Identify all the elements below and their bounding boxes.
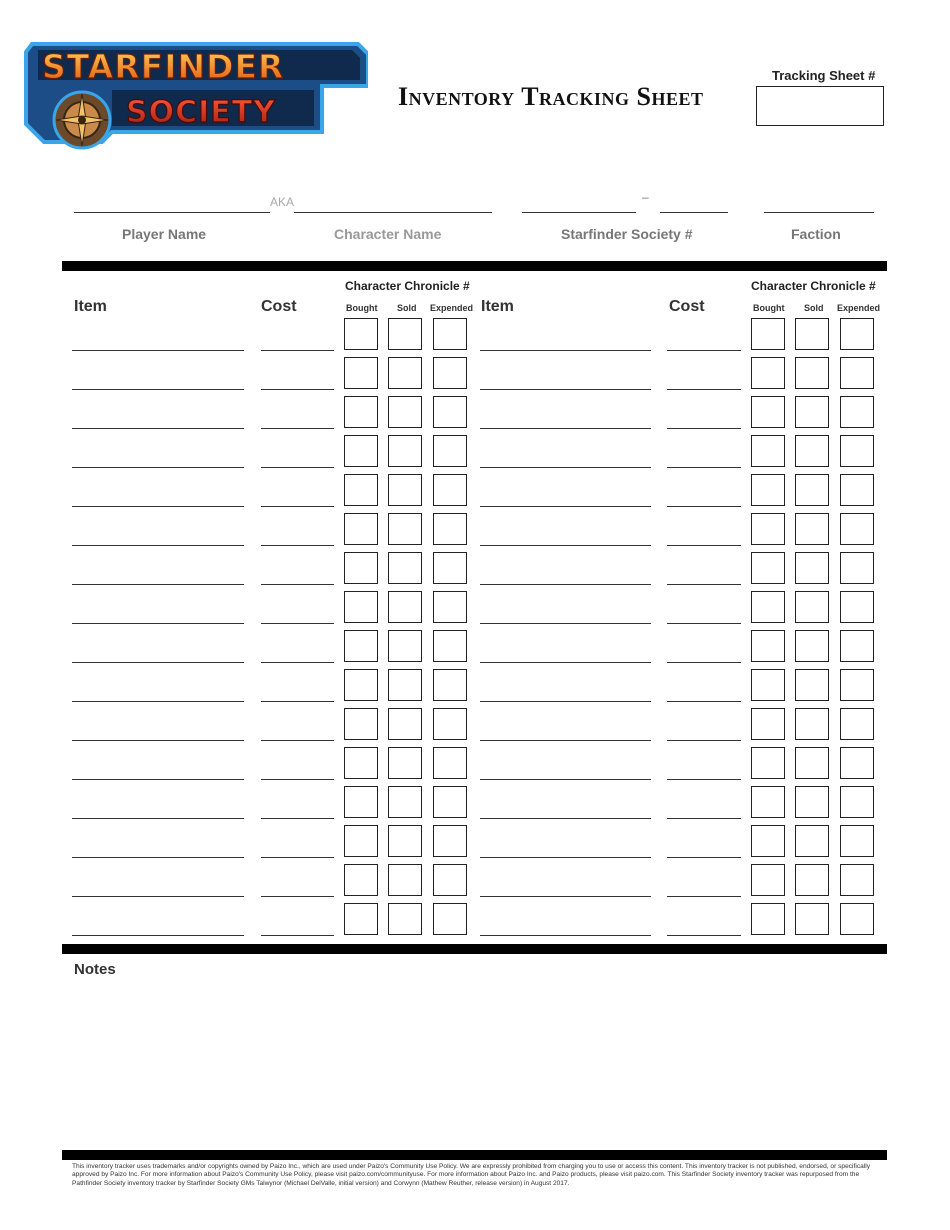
expended-box-right[interactable]	[840, 864, 874, 896]
society-number-field[interactable]	[522, 212, 636, 213]
expended-box-left[interactable]	[433, 903, 467, 935]
society-number-dash: –	[642, 190, 649, 204]
item-line-right[interactable]	[480, 545, 651, 546]
sold-box-left[interactable]	[388, 435, 422, 467]
cost-line-right[interactable]	[667, 584, 741, 585]
cost-line-right[interactable]	[667, 428, 741, 429]
item-line-left[interactable]	[72, 506, 244, 507]
tracking-sheet-number-field[interactable]	[756, 86, 884, 126]
item-line-right[interactable]	[480, 740, 651, 741]
sold-box-right[interactable]	[795, 669, 829, 701]
cost-line-left[interactable]	[261, 506, 334, 507]
sold-box-right[interactable]	[795, 786, 829, 818]
bought-header-left: Bought	[346, 303, 378, 313]
bought-box-right[interactable]	[751, 825, 785, 857]
item-line-right[interactable]	[480, 662, 651, 663]
item-line-left[interactable]	[72, 623, 244, 624]
item-line-right[interactable]	[480, 428, 651, 429]
society-character-number-field[interactable]	[660, 212, 728, 213]
item-line-left[interactable]	[72, 467, 244, 468]
item-line-right[interactable]	[480, 935, 651, 936]
aka-label: AKA	[270, 195, 295, 209]
bought-box-right[interactable]	[751, 786, 785, 818]
sold-box-left[interactable]	[388, 786, 422, 818]
cost-line-left[interactable]	[261, 428, 334, 429]
character-name-field[interactable]	[294, 212, 492, 213]
item-line-right[interactable]	[480, 467, 651, 468]
bought-box-left[interactable]	[344, 864, 378, 896]
page-title: Inventory Tracking Sheet	[398, 82, 704, 111]
bought-box-right[interactable]	[751, 357, 785, 389]
expended-box-right[interactable]	[840, 747, 874, 779]
divider-bar-middle	[62, 944, 887, 954]
expended-box-left[interactable]	[433, 864, 467, 896]
sold-box-left[interactable]	[388, 552, 422, 584]
item-line-left[interactable]	[72, 896, 244, 897]
item-line-right[interactable]	[480, 701, 651, 702]
bought-box-right[interactable]	[751, 747, 785, 779]
bought-box-right[interactable]	[751, 318, 785, 350]
notes-area[interactable]	[70, 985, 880, 1145]
item-line-right[interactable]	[480, 857, 651, 858]
cost-line-right[interactable]	[667, 506, 741, 507]
bought-box-left[interactable]	[344, 747, 378, 779]
cost-header-right: Cost	[669, 298, 705, 315]
sold-box-left[interactable]	[388, 474, 422, 506]
cost-line-right[interactable]	[667, 389, 741, 390]
sold-box-right[interactable]	[795, 474, 829, 506]
bought-box-right[interactable]	[751, 903, 785, 935]
item-line-left[interactable]	[72, 545, 244, 546]
footer-legal-text: This inventory tracker uses trademarks and/or copyrights owned by Paizo Inc., which are used under Paizo's Community Use Policy. We are expressly prohibited from charging you to use or access this content. This inventory tracker is not published, endorsed, or specifically approved by Paizo Inc. For more information about Paizo's Community Use Policy, please visit paizo.com/communityuse. For more information about Paizo Inc. and Paizo products, please visit paizo.com. This Starfinder Society inventory tracker was repurposed from the Pathfinder Society inventory tracker by Starfinder Society GMs Talwynor (Michael DelValle, initial version) and Corwynn (Mathew Reuther, release version) in August 2017.	[72, 1163, 871, 1187]
cost-line-left[interactable]	[261, 623, 334, 624]
logo-text-society: SOCIETY	[126, 95, 276, 130]
sold-box-left[interactable]	[388, 630, 422, 662]
bought-box-right[interactable]	[751, 474, 785, 506]
bought-box-left[interactable]	[344, 357, 378, 389]
character-name-label: Character Name	[334, 226, 442, 242]
bought-box-left[interactable]	[344, 825, 378, 857]
sold-box-left[interactable]	[388, 903, 422, 935]
expended-box-left[interactable]	[433, 591, 467, 623]
expended-header-right: Expended	[837, 303, 881, 313]
cost-line-right[interactable]	[667, 623, 741, 624]
sold-box-right[interactable]	[795, 552, 829, 584]
cost-line-right[interactable]	[667, 818, 741, 819]
sold-box-right[interactable]	[795, 747, 829, 779]
item-line-left[interactable]	[72, 818, 244, 819]
notes-label: Notes	[74, 961, 116, 978]
cost-line-right[interactable]	[667, 896, 741, 897]
divider-bar-bottom	[62, 1150, 887, 1160]
cost-line-left[interactable]	[261, 701, 334, 702]
item-line-right[interactable]	[480, 389, 651, 390]
bought-box-right[interactable]	[751, 669, 785, 701]
cost-line-left[interactable]	[261, 545, 334, 546]
cost-line-right[interactable]	[667, 779, 741, 780]
bought-box-right[interactable]	[751, 552, 785, 584]
cost-line-right[interactable]	[667, 857, 741, 858]
item-line-right[interactable]	[480, 350, 651, 351]
sold-box-right[interactable]	[795, 357, 829, 389]
expended-box-left[interactable]	[433, 474, 467, 506]
sold-box-right[interactable]	[795, 591, 829, 623]
item-line-left[interactable]	[72, 779, 244, 780]
cost-line-left[interactable]	[261, 935, 334, 936]
bought-box-left[interactable]	[344, 474, 378, 506]
bought-box-right[interactable]	[751, 864, 785, 896]
expended-box-left[interactable]	[433, 786, 467, 818]
sold-box-right[interactable]	[795, 318, 829, 350]
bought-box-left[interactable]	[344, 513, 378, 545]
bought-box-right[interactable]	[751, 630, 785, 662]
sold-box-left[interactable]	[388, 591, 422, 623]
cost-line-left[interactable]	[261, 857, 334, 858]
item-line-left[interactable]	[72, 584, 244, 585]
expended-box-left[interactable]	[433, 396, 467, 428]
item-line-left[interactable]	[72, 662, 244, 663]
expended-box-right[interactable]	[840, 786, 874, 818]
expended-header-left: Expended	[430, 303, 474, 313]
cost-line-left[interactable]	[261, 350, 334, 351]
chronicle-header-right: Character Chronicle #	[751, 279, 876, 293]
bought-box-left[interactable]	[344, 552, 378, 584]
sold-box-right[interactable]	[795, 903, 829, 935]
expended-box-right[interactable]	[840, 669, 874, 701]
item-line-left[interactable]	[72, 389, 244, 390]
expended-box-left[interactable]	[433, 669, 467, 701]
sold-box-right[interactable]	[795, 864, 829, 896]
divider-bar-top	[62, 261, 887, 271]
cost-line-left[interactable]	[261, 662, 334, 663]
cost-line-right[interactable]	[667, 935, 741, 936]
expended-box-right[interactable]	[840, 318, 874, 350]
bought-box-right[interactable]	[751, 435, 785, 467]
chronicle-header-left: Character Chronicle #	[345, 279, 470, 293]
sold-box-left[interactable]	[388, 708, 422, 740]
expended-box-right[interactable]	[840, 903, 874, 935]
player-name-label: Player Name	[122, 226, 207, 242]
bought-box-left[interactable]	[344, 591, 378, 623]
cost-line-right[interactable]	[667, 662, 741, 663]
expended-box-right[interactable]	[840, 630, 874, 662]
expended-box-left[interactable]	[433, 435, 467, 467]
bought-box-left[interactable]	[344, 318, 378, 350]
cost-line-right[interactable]	[667, 701, 741, 702]
expended-box-right[interactable]	[840, 825, 874, 857]
expended-box-left[interactable]	[433, 630, 467, 662]
tracking-sheet-label: Tracking Sheet #	[772, 68, 876, 83]
expended-box-left[interactable]	[433, 357, 467, 389]
sold-box-left[interactable]	[388, 318, 422, 350]
starfinder-society-logo	[22, 40, 368, 152]
expended-box-right[interactable]	[840, 435, 874, 467]
cost-line-left[interactable]	[261, 584, 334, 585]
expended-box-left[interactable]	[433, 825, 467, 857]
expended-box-right[interactable]	[840, 357, 874, 389]
sold-box-right[interactable]	[795, 435, 829, 467]
bought-box-left[interactable]	[344, 708, 378, 740]
sold-header-right: Sold	[804, 303, 824, 313]
item-line-left[interactable]	[72, 428, 244, 429]
sold-box-left[interactable]	[388, 357, 422, 389]
cost-line-right[interactable]	[667, 545, 741, 546]
bought-box-right[interactable]	[751, 708, 785, 740]
logo-text-starfinder: STARFINDER	[42, 47, 285, 86]
cost-line-right[interactable]	[667, 467, 741, 468]
expended-box-right[interactable]	[840, 591, 874, 623]
bought-box-left[interactable]	[344, 396, 378, 428]
sold-box-left[interactable]	[388, 669, 422, 701]
item-line-left[interactable]	[72, 857, 244, 858]
expended-box-right[interactable]	[840, 552, 874, 584]
expended-box-left[interactable]	[433, 513, 467, 545]
cost-line-left[interactable]	[261, 389, 334, 390]
bought-box-right[interactable]	[751, 591, 785, 623]
cost-header-left: Cost	[261, 298, 297, 315]
expended-box-right[interactable]	[840, 513, 874, 545]
item-line-right[interactable]	[480, 896, 651, 897]
expended-box-left[interactable]	[433, 318, 467, 350]
cost-line-left[interactable]	[261, 740, 334, 741]
player-name-field[interactable]	[74, 212, 270, 213]
sold-box-left[interactable]	[388, 864, 422, 896]
item-line-left[interactable]	[72, 701, 244, 702]
sold-box-left[interactable]	[388, 825, 422, 857]
expended-box-right[interactable]	[840, 396, 874, 428]
sold-box-left[interactable]	[388, 747, 422, 779]
expended-box-left[interactable]	[433, 747, 467, 779]
sold-box-left[interactable]	[388, 513, 422, 545]
sold-header-left: Sold	[397, 303, 417, 313]
expended-box-right[interactable]	[840, 708, 874, 740]
bought-box-left[interactable]	[344, 903, 378, 935]
item-line-left[interactable]	[72, 935, 244, 936]
item-header-right: Item	[481, 298, 514, 315]
cost-line-left[interactable]	[261, 896, 334, 897]
society-number-label: Starfinder Society #	[561, 226, 693, 242]
cost-line-left[interactable]	[261, 818, 334, 819]
bought-box-left[interactable]	[344, 630, 378, 662]
cost-line-left[interactable]	[261, 467, 334, 468]
expended-box-right[interactable]	[840, 474, 874, 506]
sold-box-right[interactable]	[795, 396, 829, 428]
item-header-left: Item	[74, 298, 107, 315]
bought-box-left[interactable]	[344, 669, 378, 701]
item-line-left[interactable]	[72, 350, 244, 351]
bought-box-left[interactable]	[344, 435, 378, 467]
sold-box-right[interactable]	[795, 708, 829, 740]
cost-line-right[interactable]	[667, 350, 741, 351]
sold-box-right[interactable]	[795, 825, 829, 857]
faction-label: Faction	[791, 226, 841, 242]
cost-line-left[interactable]	[261, 779, 334, 780]
bought-box-right[interactable]	[751, 396, 785, 428]
item-line-right[interactable]	[480, 779, 651, 780]
compass-icon	[54, 92, 110, 148]
sold-box-right[interactable]	[795, 630, 829, 662]
item-line-right[interactable]	[480, 623, 651, 624]
bought-box-right[interactable]	[751, 513, 785, 545]
sold-box-left[interactable]	[388, 396, 422, 428]
expended-box-left[interactable]	[433, 708, 467, 740]
expended-box-left[interactable]	[433, 552, 467, 584]
faction-field[interactable]	[764, 212, 874, 213]
item-line-right[interactable]	[480, 584, 651, 585]
item-line-right[interactable]	[480, 818, 651, 819]
item-line-left[interactable]	[72, 740, 244, 741]
bought-header-right: Bought	[753, 303, 785, 313]
cost-line-right[interactable]	[667, 740, 741, 741]
sold-box-right[interactable]	[795, 513, 829, 545]
item-line-right[interactable]	[480, 506, 651, 507]
bought-box-left[interactable]	[344, 786, 378, 818]
